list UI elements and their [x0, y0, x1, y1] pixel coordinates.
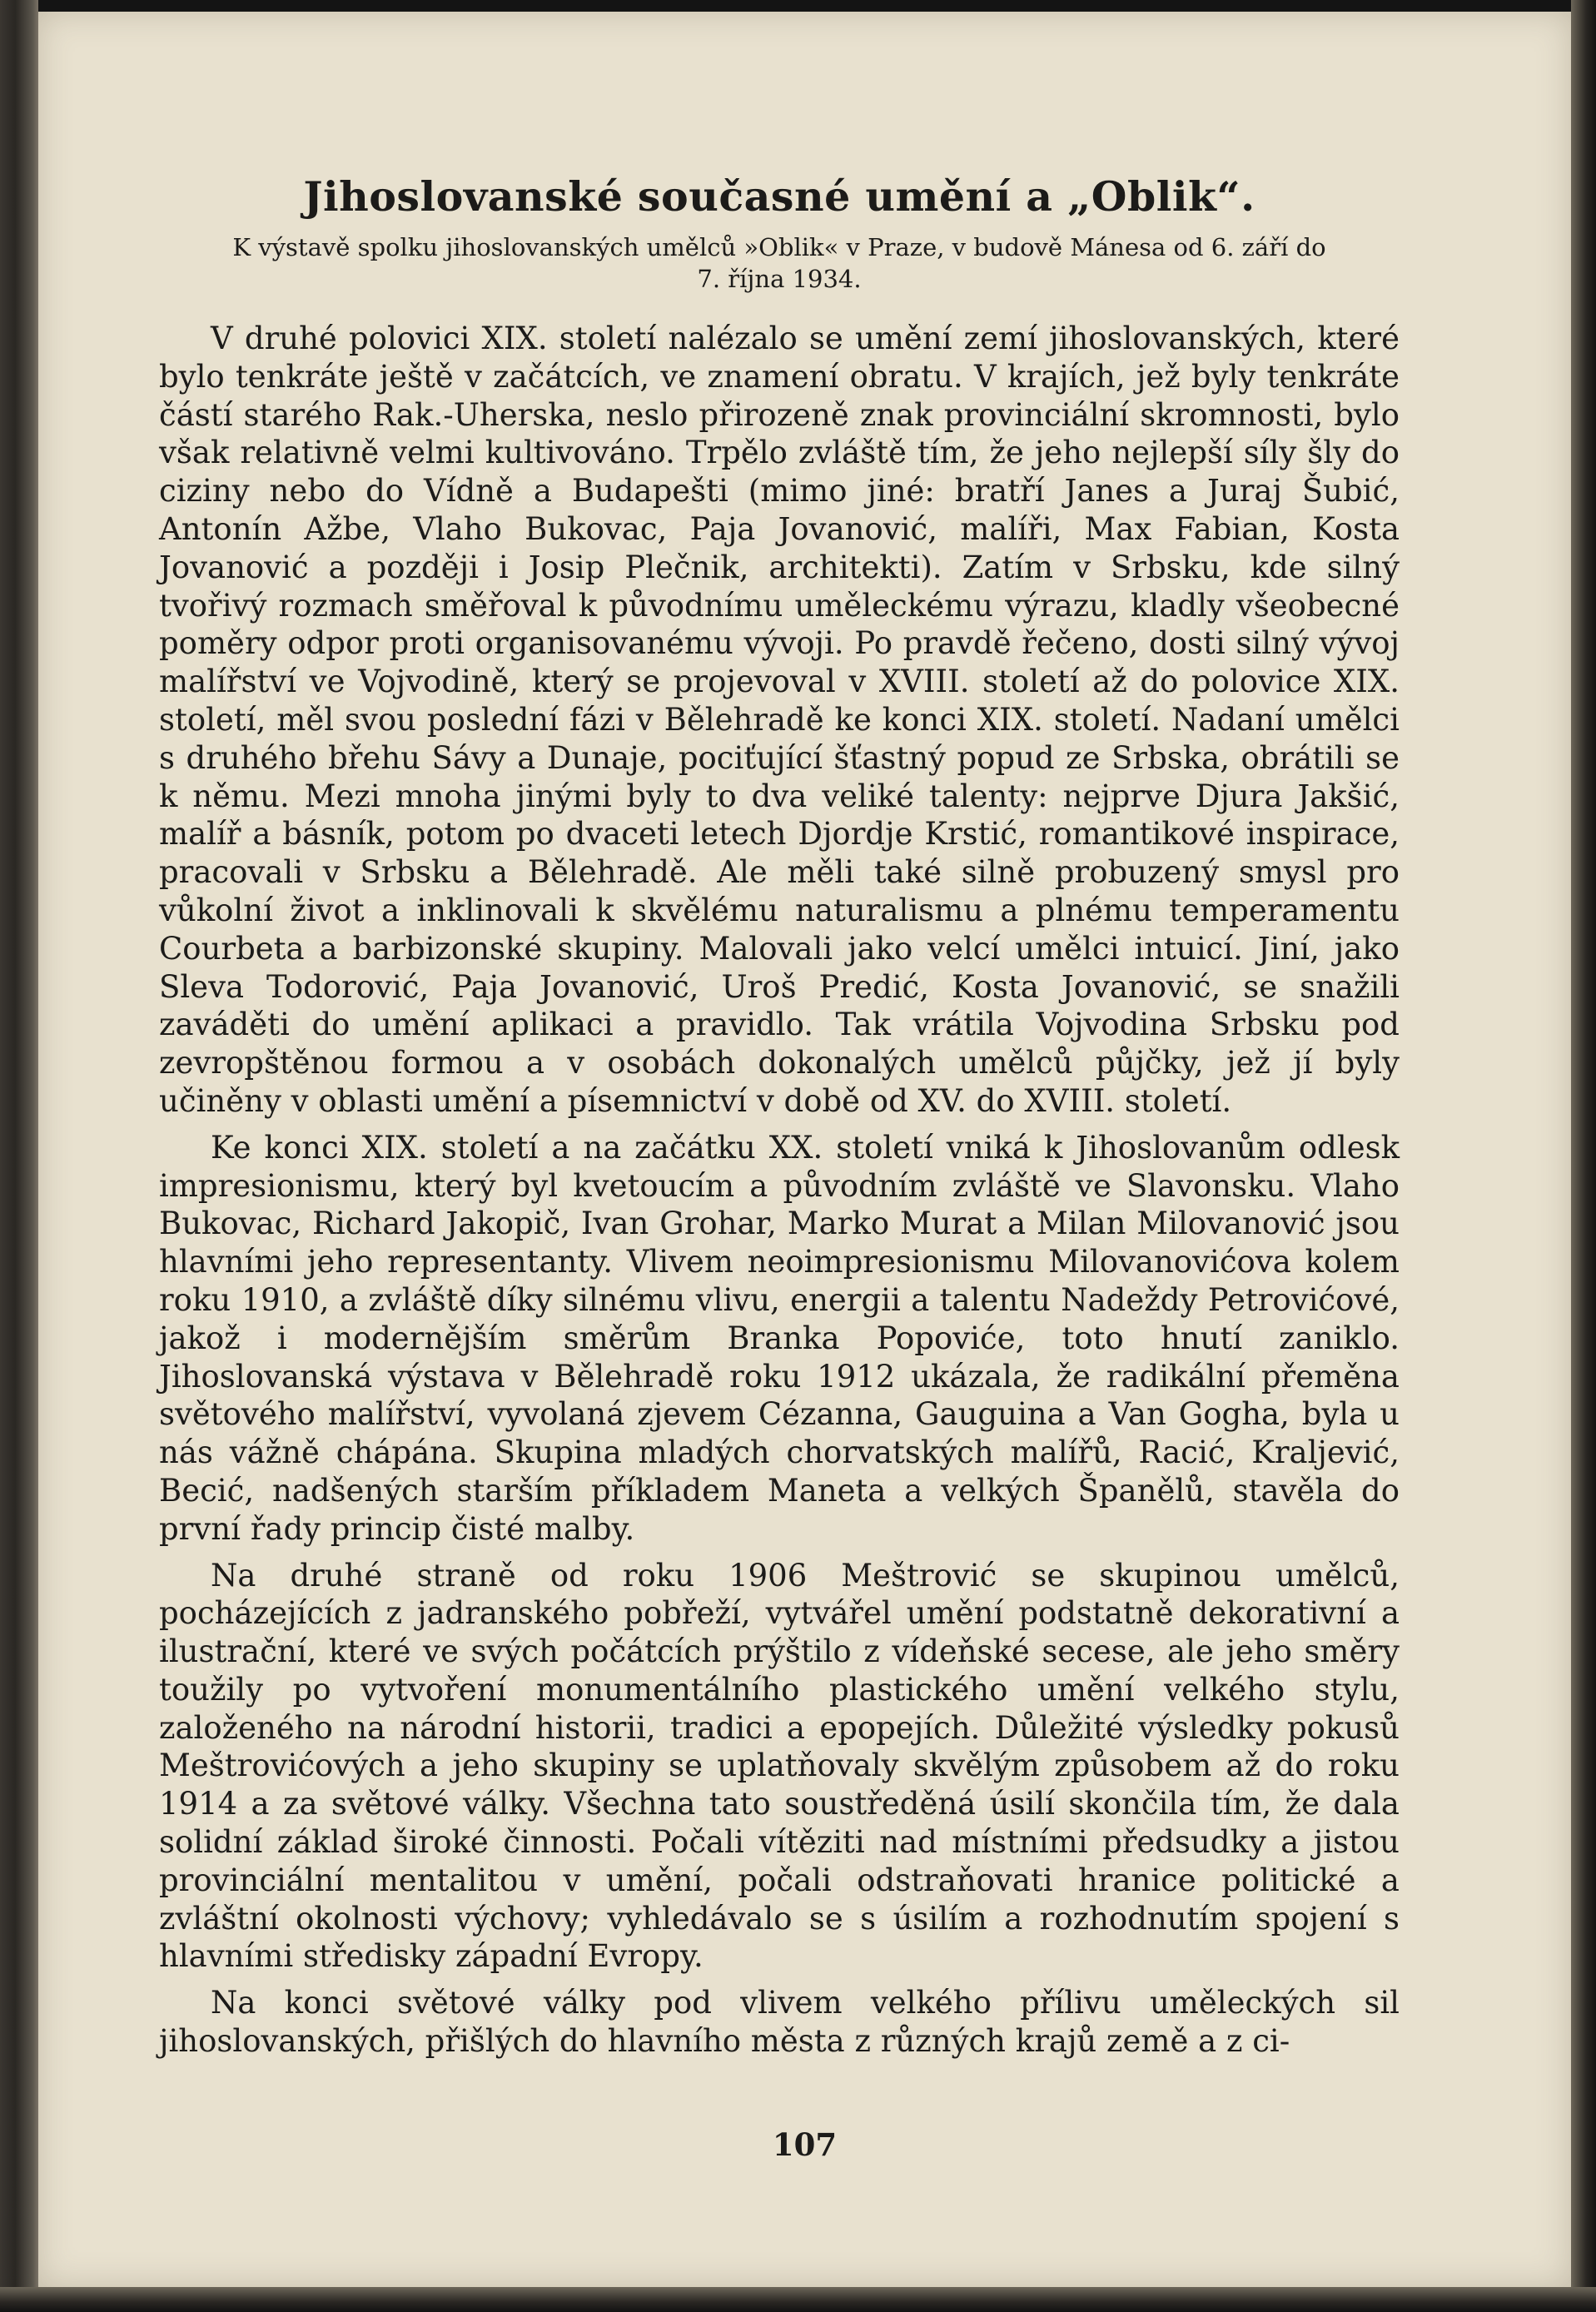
page-number: 107: [772, 2126, 838, 2163]
article-title: Jihoslovanské současné umění a „Oblik“.: [303, 172, 1255, 221]
paragraph: V druhé polovici XIX. století nalézalo se umění zemí jihoslovanských, které bylo tenkráte ještě v začátcích, ve znamení obratu. V krajích, jež byly tenkráte částí starého Rak.-Uherska, neslo přirozeně znak provinciální skromnosti, bylo však relativně velmi kultivováno. Trpělo zvláště tím, že jeho nejlepší síly šly do ciziny nebo do Vídně a Budapešti (mimo jiné: bratří Janes a Juraj Šubić, Antonín Ažbe, Vlaho Bukovac, Paja Jovanović, malíři, Max Fabian, Kosta Jovanović a později i Josip Plečnik, architekti). Zatím v Srbsku, kde silný tvořivý rozmach směřoval k původnímu uměleckému výrazu, kladly všeobecné poměry odpor proti organisovanému vývoji. Po pravdě řečeno, dosti silný vývoj malířství ve Vojvodině, který se projevoval v XVIII. století až do polovice XIX. století, měl svou poslední fázi v Bělehradě ke konci XIX. století. Nadaní umělci s druhého břehu Sávy a Dunaje, pociťující šťastný popud ze Srbska, obrátili se k němu. Mezi mnoha jinými byly to dva veliké talenty: nejprve Djura Jakšić, malíř a básník, potom po dvaceti letech Djordje Krstić, romantikové inspirace, pracovali v Srbsku a Bělehradě. Ale měli také silně probuzený smysl pro vůkolní život a inklinovali k skvělému naturalismu a plnému temperamentu Courbeta a barbizonské skupiny. Malovali jako velcí umělci intuicí. Jiní, jako Sleva Todorović, Paja Jovanović, Uroš Predić, Kosta Jovanović, se snažili zaváděti do umění aplikaci a pravidlo. Tak vrátila Vojvodina Srbsku pod zevropštěnou formou a v osobách dokonalých umělců půjčky, jež jí byly učiněny v oblasti umění a písemnictví v době od XV. do XVIII. století.: [159, 321, 1400, 1119]
paragraph: Ke konci XIX. století a na začátku XX. století vniká k Jihoslovanům odlesk impresionismu, který byl kvetoucím a původním zvláště ve Slavonsku. Vlaho Bukovac, Richard Jakopič, Ivan Grohar, Marko Murat a Milan Milovanović jsou hlavními jeho representanty. Vlivem neoimpresionismu Milovanovićova kolem roku 1910, a zvláště díky silnému vlivu, energii a talentu Nadeždy Petrovićové, jakož i modernějším směrům Branka Popoviće, toto hnutí zaniklo. Jihoslovanská výstava v Bělehradě roku 1912 ukázala, že radikální přeměna světového malířství, vyvolaná zjevem Cézanna, Gauguina a Van Gogha, byla u nás vážně chápána. Skupina mladých chorvatských malířů, Racić, Kraljević, Becić, nadšených starším příkladem Maneta a velkých Španělů, stavěla do první řady princip čisté malby.: [159, 1129, 1400, 1547]
article-body: [159, 320, 1400, 2061]
scan-bottom-edge: [0, 2287, 1596, 2312]
scan-top-edge: [0, 0, 1596, 12]
paragraph: Na konci světové války pod vlivem velkého přílivu uměleckých sil jihoslovanských, přišlých do hlavního města z různých krajů země a z ci-: [159, 1985, 1400, 2060]
book-page: [38, 12, 1571, 2287]
scan-right-edge: [1571, 0, 1596, 2312]
article-subtitle: K výstavě spolku jihoslovanských umělců »Oblik« v Praze, v budově Mánesa od 6. září do 7. října 1934.: [232, 233, 1326, 293]
paragraph: Na druhé straně od roku 1906 Meštrović se skupinou umělců, pocházejících z jadranského pobřeží, vytvářel umění podstatně dekorativní a ilustrační, které ve svých počátcích prýštilo z vídeňské secese, ale jeho směry toužily po vytvoření monumentálního plastického umění velkého stylu, založeného na národní historii, tradici a epopejích. Důležité výsledky pokusů Meštrovićových a jeho skupiny se uplatňovaly skvělým způsobem až do roku 1914 a za světové války. Všechna tato soustředěná úsilí skončila tím, že dala solidní základ široké činnosti. Počali vítěziti nad místními předsudky a jistou provinciální mentalitou v umění, počali odstraňovati hranice politické a zvláštní okolnosti výchovy; vyhledávalo se s úsilím a rozhodnutím spojení s hlavními středisky západní Evropy.: [159, 1557, 1400, 1975]
scan-binding-edge: [0, 0, 38, 2312]
article: [159, 172, 1400, 2069]
